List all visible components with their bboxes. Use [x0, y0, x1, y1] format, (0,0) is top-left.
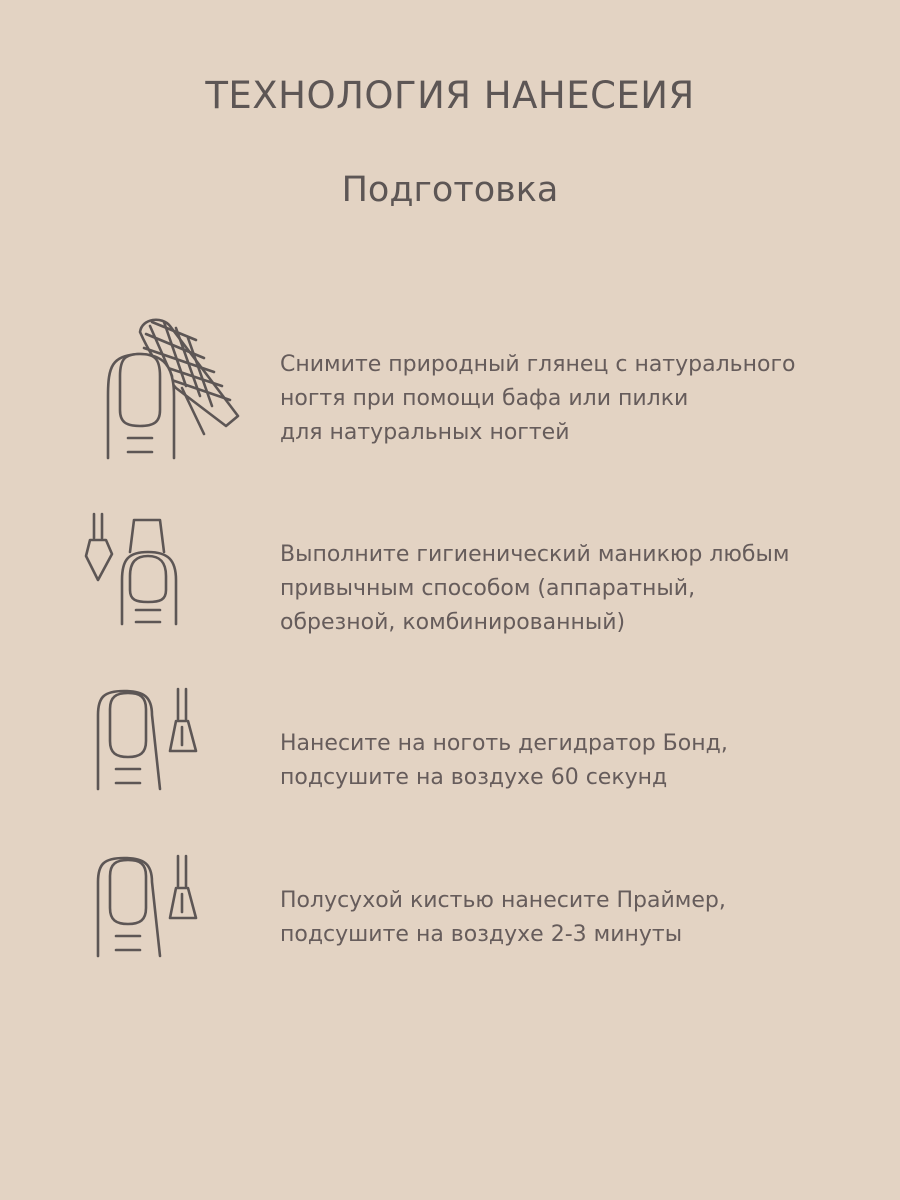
step-1-text	[280, 348, 860, 450]
step-1	[0, 310, 900, 460]
step-4-line-2: подсушите на воздухе 2-3 минуты	[280, 922, 683, 947]
step-1-line-1: Снимите природный глянец с натурального	[280, 352, 796, 377]
step-4-line-1: Полусухой кистью нанесите Праймер,	[280, 888, 726, 913]
manicure-cutter-icon	[0, 510, 260, 640]
nail-brush-icon	[0, 685, 260, 805]
step-3-text	[280, 727, 860, 795]
step-1-line-2: ногтя при помощи бафа или пилки	[280, 386, 689, 411]
step-3	[0, 685, 900, 835]
step-3-line-2: подсушите на воздухе 60 секунд	[280, 765, 668, 790]
nail-buffer-icon	[0, 310, 260, 470]
step-4-text	[280, 884, 860, 952]
step-2-line-2: привычным способом (аппаратный,	[280, 576, 696, 601]
step-2	[0, 510, 900, 660]
step-4	[0, 852, 900, 1002]
step-2-line-1: Выполните гигиенический маникюр любым	[280, 542, 790, 567]
step-1-line-3: для натуральных ногтей	[280, 420, 570, 445]
section-title: Подготовка	[341, 170, 559, 210]
page-title: ТЕХНОЛОГИЯ НАНЕСЕИЯ	[205, 74, 695, 117]
step-3-line-1: Нанесите на ноготь дегидратор Бонд,	[280, 731, 728, 756]
step-2-line-3: обрезной, комбинированный)	[280, 610, 626, 635]
step-2-text	[280, 538, 860, 640]
nail-brush-icon	[0, 852, 260, 972]
